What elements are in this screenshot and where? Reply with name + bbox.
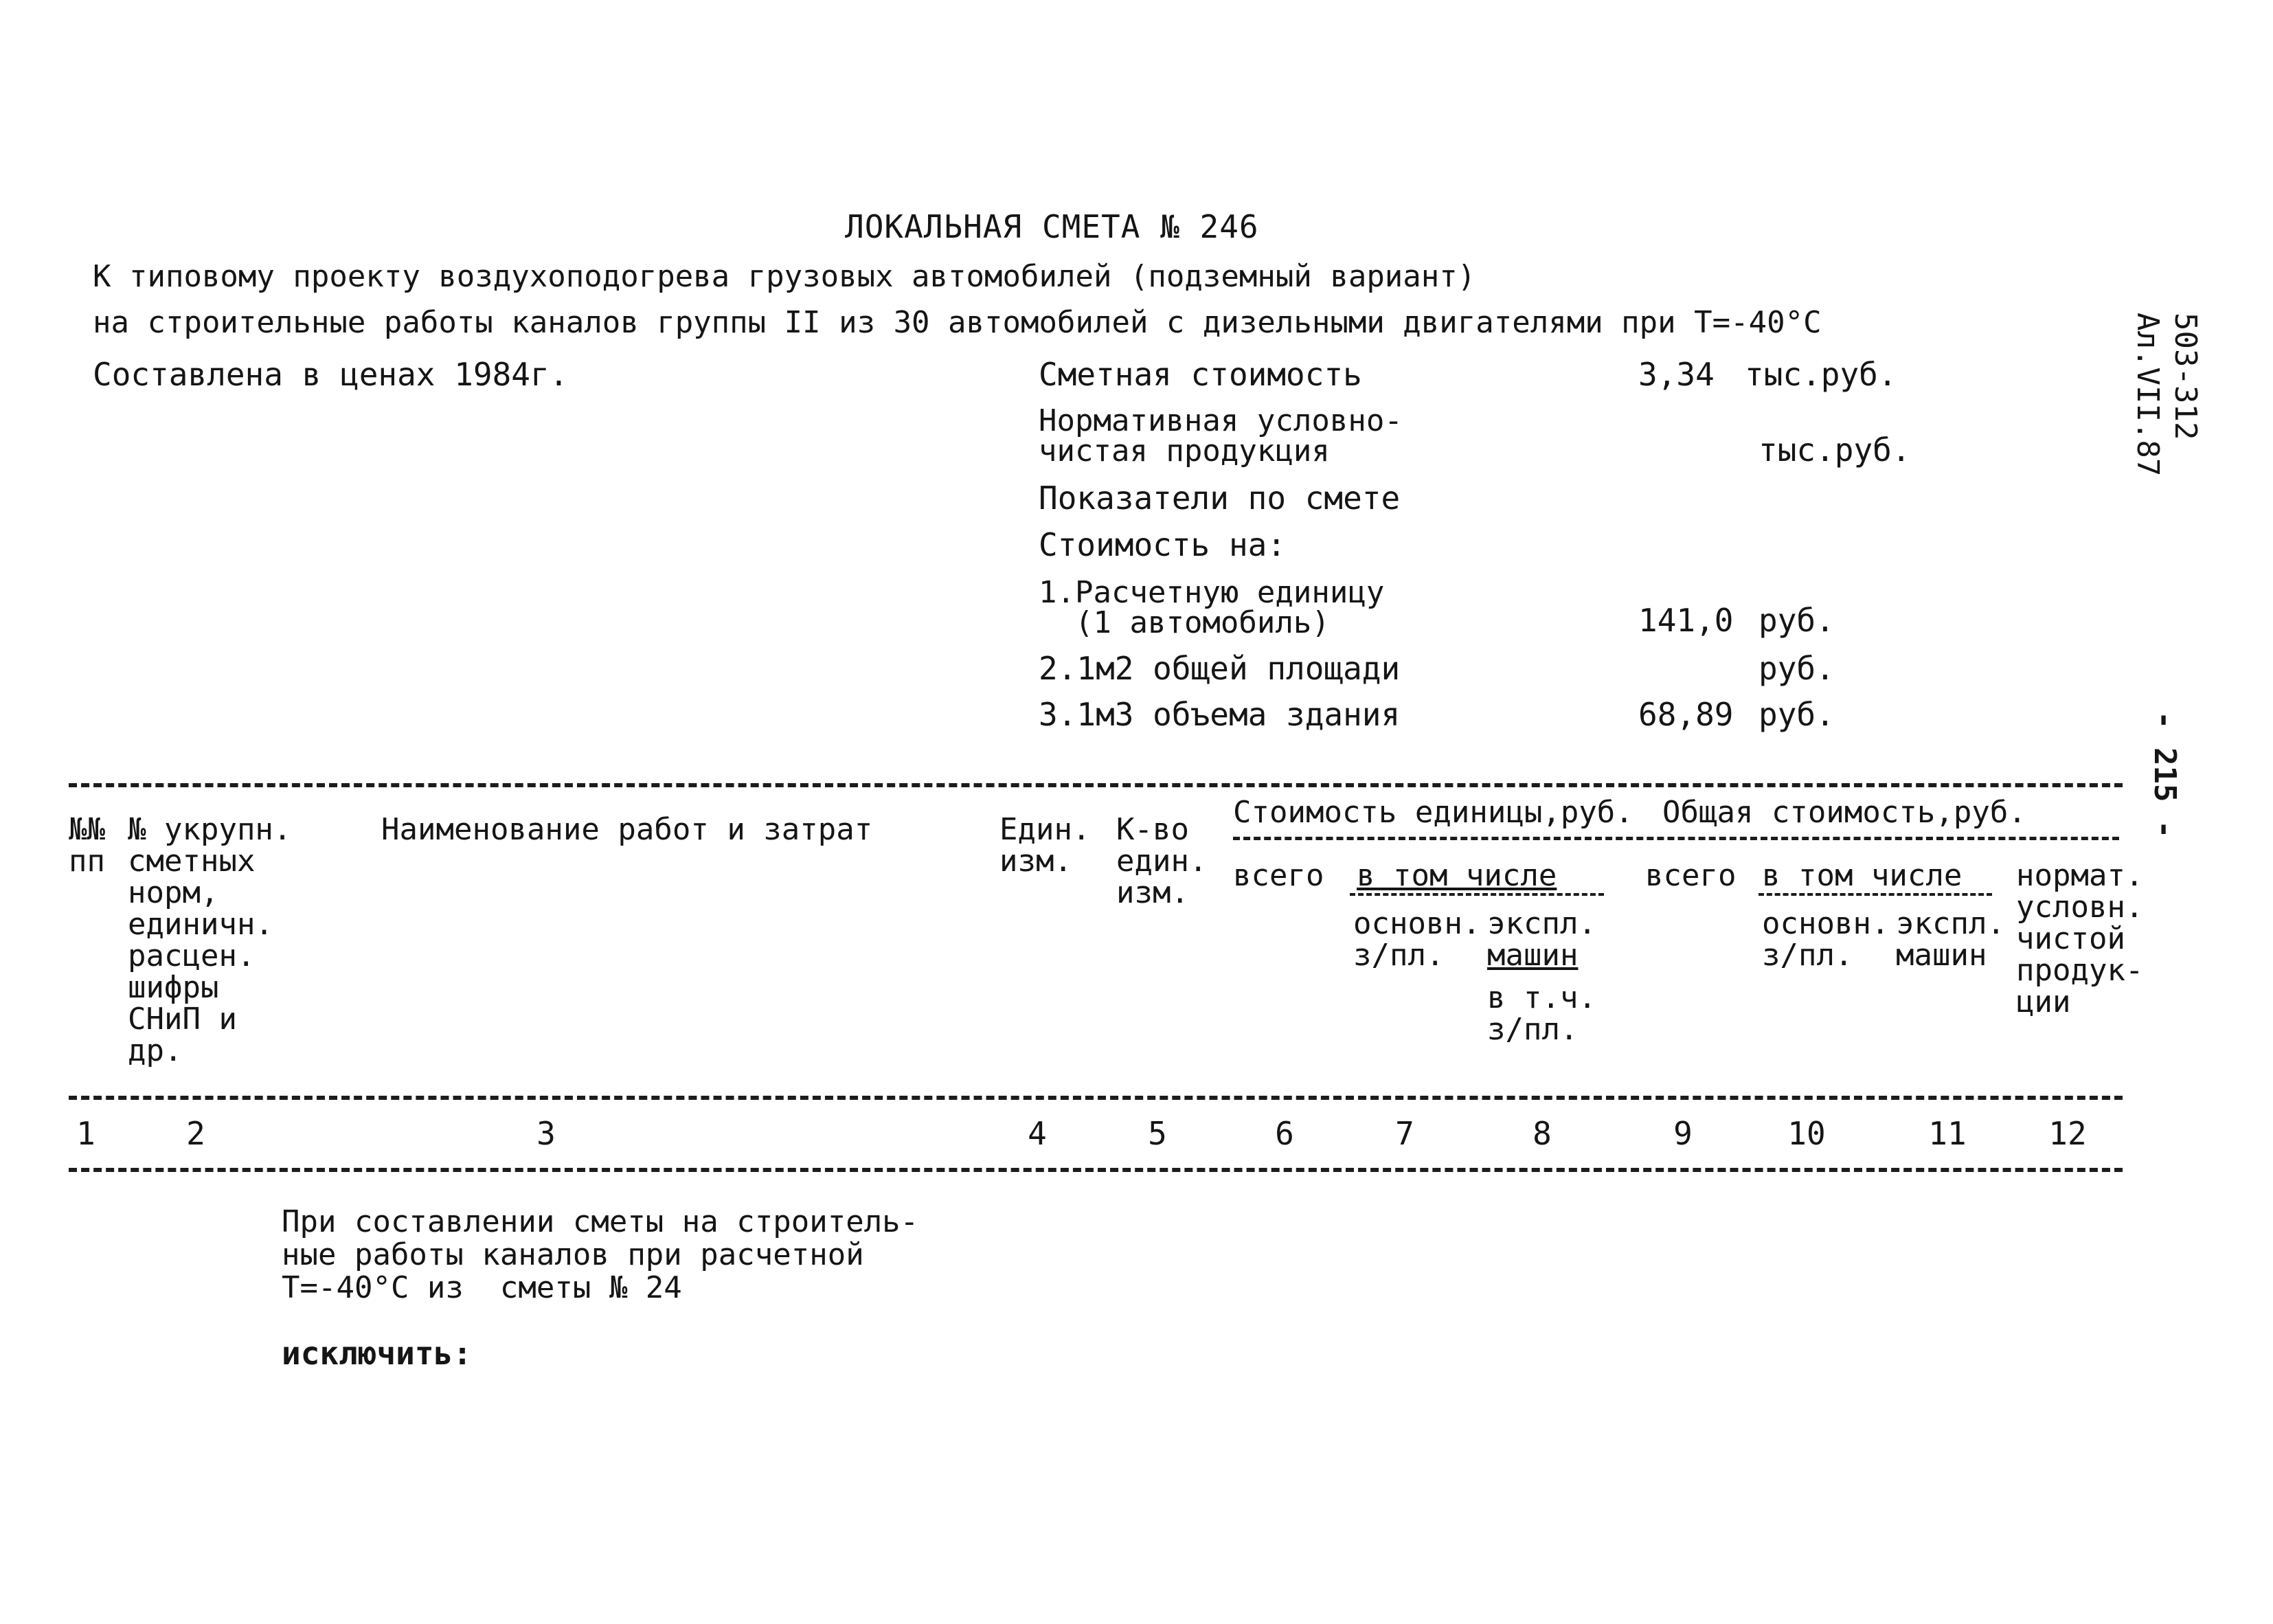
col-quantity-header: К-во един. изм. <box>1116 812 1208 910</box>
item2-unit: руб. <box>1759 650 1835 687</box>
estimated-cost-value: 3,34 <box>1638 356 1715 393</box>
unit-incl-rule <box>1350 893 1604 896</box>
col-number-header: №№ пп <box>69 812 105 879</box>
col-total-machine-header: экспл. машин <box>1896 906 2005 973</box>
item1-unit: руб. <box>1759 602 1835 639</box>
header-line-1: К типовому проекту воздухоподогрева грузовых автомобилей (подземный вариант) <box>93 259 1476 294</box>
column-number: 12 <box>2048 1115 2087 1152</box>
indicators-label: Показатели по смете <box>1039 480 1401 517</box>
col-unit-header: Един. изм. <box>999 812 1091 879</box>
total-cost-group-header: Общая стоимость,руб. <box>1662 795 2026 830</box>
column-number: 2 <box>186 1115 205 1152</box>
estimated-cost-unit: тыс.руб. <box>1745 356 1897 393</box>
col-norm-code-header: № укрупн. сметных норм, единичн. расцен. шифры СНиП и др. <box>128 812 292 1068</box>
column-number: 1 <box>76 1115 95 1152</box>
table-top-rule <box>69 783 2123 787</box>
column-number: 10 <box>1787 1115 1826 1152</box>
column-numbers-bottom-rule <box>69 1168 2123 1172</box>
col-total-wage-header: основн. з/пл. <box>1762 906 1890 973</box>
column-number: 4 <box>1028 1115 1047 1152</box>
column-number: 7 <box>1395 1115 1414 1152</box>
column-number: 3 <box>536 1115 556 1152</box>
item3-unit: руб. <box>1759 696 1835 733</box>
col-net-output-header: нормат. условн. чистой продук- ции <box>2016 858 2144 1019</box>
total-incl-header: в том числе <box>1762 858 1963 893</box>
column-number: 6 <box>1275 1115 1294 1152</box>
normative-label-2: чистая продукция <box>1039 433 1330 469</box>
page-number: - 215 - <box>2147 711 2182 839</box>
col-unit-machine-header-a: экспл. <box>1487 906 1596 941</box>
header-line-2: на строительные работы каналов группы II из 30 автомобилей с дизельными двигателями при T=-40°C <box>93 305 1822 340</box>
item1-label-1: 1.Расчетную единицу <box>1039 575 1385 610</box>
col-unit-total-header: всего <box>1233 858 1324 893</box>
item2-label: 2.1м2 общей площади <box>1039 650 1401 687</box>
album-code: Ал.VII.87 <box>2130 313 2165 477</box>
document-title: ЛОКАЛЬНАЯ СМЕТА № 246 <box>845 208 1259 245</box>
col-total-header: всего <box>1645 858 1737 893</box>
exclude-label: исключить: <box>282 1335 472 1372</box>
exclusion-note: При составлении сметы на строитель- ные работы каналов при расчетной T=-40°C из сметы № 24 <box>282 1204 919 1305</box>
col-unit-wage-header: основн. з/пл. <box>1353 906 1481 973</box>
unit-cost-group-header: Стоимость единицы,руб. <box>1233 795 1633 830</box>
group-header-rule <box>1233 837 2119 840</box>
normative-unit: тыс.руб. <box>1759 431 1911 469</box>
col-unit-machine-wage-header: в т.ч. з/пл. <box>1487 980 1596 1047</box>
column-number: 11 <box>1928 1115 1967 1152</box>
col-name-header: Наименование работ и затрат <box>381 812 873 847</box>
item1-label-2: (1 автомобиль) <box>1075 605 1330 640</box>
column-number: 5 <box>1148 1115 1167 1152</box>
item3-value: 68,89 <box>1638 696 1734 733</box>
column-number: 8 <box>1533 1115 1552 1152</box>
column-number: 9 <box>1673 1115 1693 1152</box>
estimated-cost-label: Сметная стоимость <box>1039 356 1362 393</box>
unit-incl-header: в том числе <box>1357 858 1557 893</box>
col-unit-machine-header-b: машин <box>1487 938 1579 973</box>
item3-label: 3.1м3 объема здания <box>1039 696 1401 733</box>
column-numbers-top-rule <box>69 1096 2123 1100</box>
project-code: 503-312 <box>2168 313 2203 440</box>
normative-label-1: Нормативная условно- <box>1039 403 1403 438</box>
cost-per-label: Стоимость на: <box>1039 526 1287 563</box>
total-incl-rule <box>1759 893 1992 896</box>
price-basis: Составлена в ценах 1984г. <box>93 356 569 393</box>
item1-value: 141,0 <box>1638 602 1734 639</box>
